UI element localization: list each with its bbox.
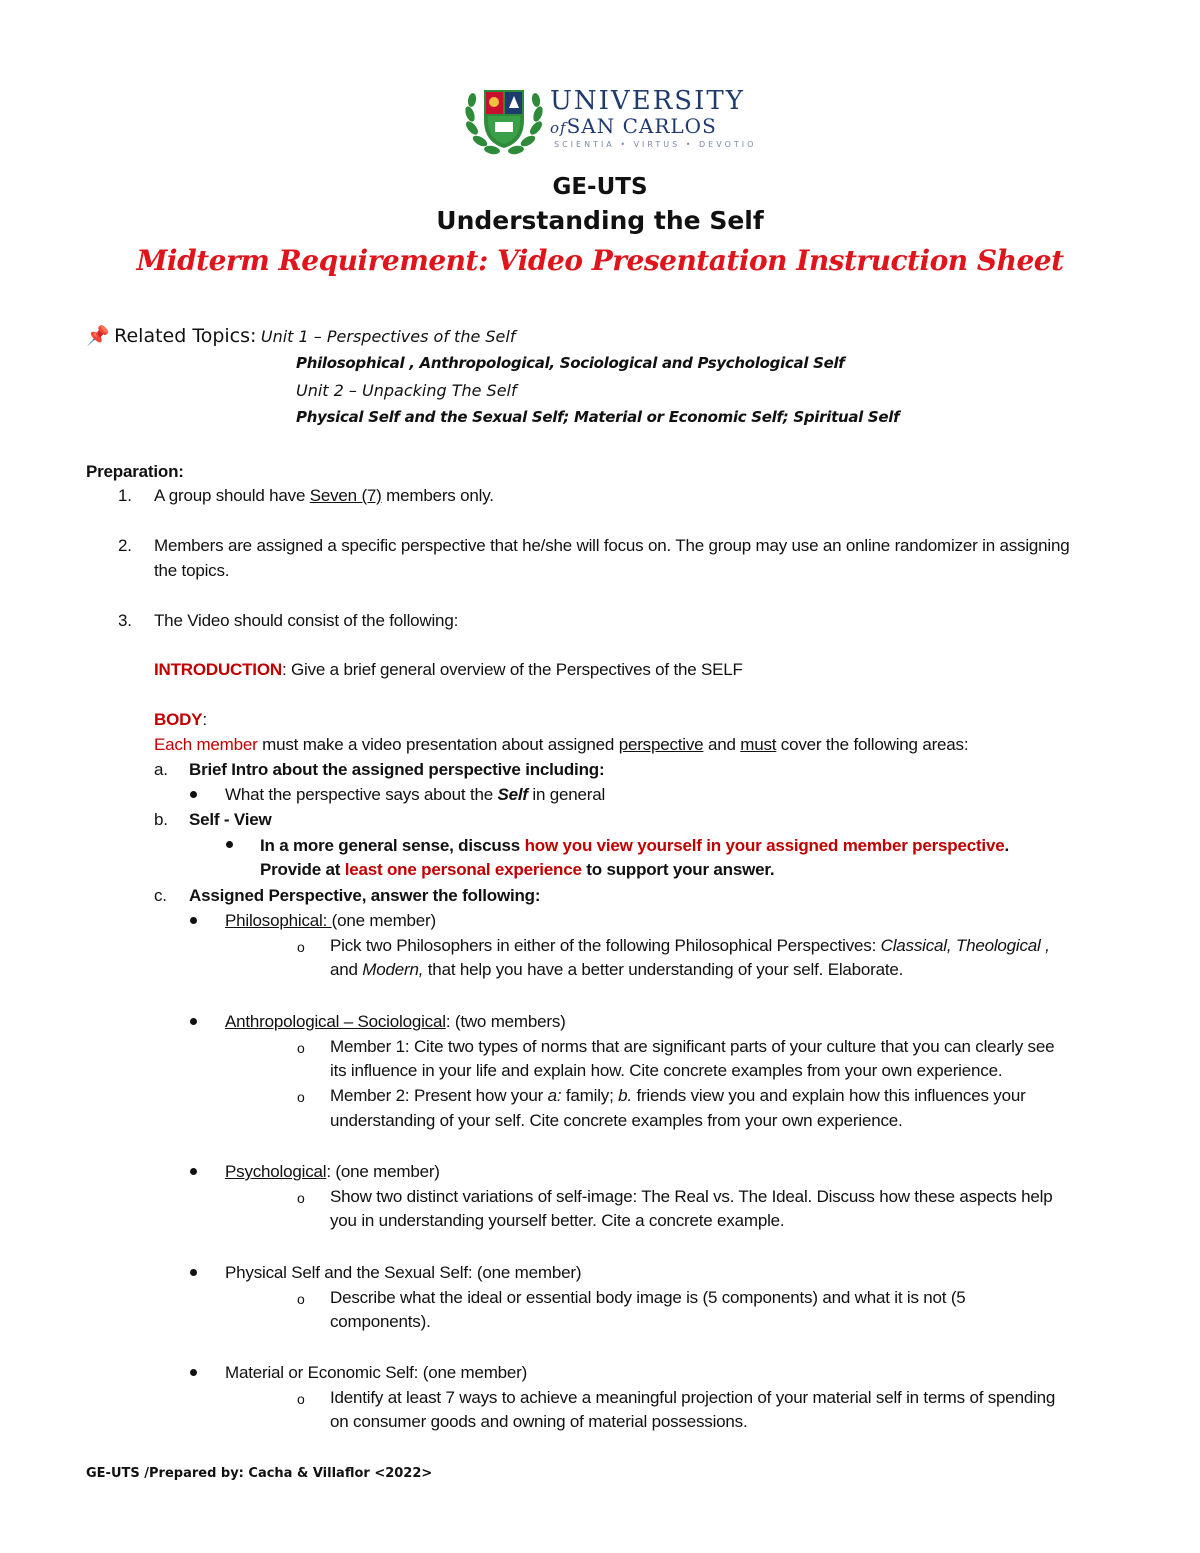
prep-item-2-line1: Members are assigned a specific perspective that he/she will focus on. The group may use an online randomizer in assigning [154,536,1070,555]
prep-item-3-number: 3. [118,611,132,630]
bullet-icon [190,1269,197,1276]
section-b-l1-a: In a more general sense, discuss [260,836,525,855]
prep-item-3: The Video should consist of the following: [154,611,459,630]
physical-sub-line2: components). [330,1312,431,1331]
page-footer: GE-UTS /Prepared by: Cacha & Villaflor <2022> [86,1466,433,1481]
section-b-line1 [260,834,1009,858]
logo-motto: SCIENTIA • VIRTUS • DEVOTIO [554,140,757,149]
section-a-bullet [225,783,605,807]
section-c-heading: Assigned Perspective, answer the following: [189,886,541,905]
physical-sub-line1: Describe what the ideal or essential body image is (5 components) and what it is not (5 [330,1288,966,1307]
anthro-m2-i1: a: [547,1086,562,1105]
anthro-m2-c: friends view you and explain how this influences your [631,1086,1026,1105]
circle-bullet-icon: o [297,1040,305,1056]
anthro-m2-b: family; [561,1086,619,1105]
section-a-bullet-pre: What the perspective says about the [225,785,498,804]
philo-l2-b: that help you have a better understanding of your self. Elaborate. [423,960,904,979]
philosophical-count: (one member) [331,911,436,930]
body-text-b: and [703,735,741,754]
anthro-member2-line1 [330,1084,1026,1108]
philosophical-sub-line2 [330,958,903,982]
philo-l1-a: Pick two Philosophers in either of the following Philosophical Perspectives: [330,936,881,955]
unit2-topics: Physical Self and the Sexual Self; Material or Economic Self; Spiritual Self [296,408,900,426]
course-title: Understanding the Self [436,206,764,235]
body-instruction [154,733,968,757]
page-subtitle: Midterm Requirement: Video Presentation Instruction Sheet [136,244,1064,277]
section-b-l2-b: to support your answer. [581,860,775,879]
philo-l2-italic: Modern, [362,960,424,979]
body-label: BODY [154,710,203,729]
related-topics-line [86,324,515,348]
bullet-icon [190,791,197,798]
material-item: Material or Economic Self: (one member) [225,1363,528,1382]
introduction-text: : Give a brief general overview of the Perspectives of the SELF [281,660,743,679]
psych-sub-line2: you in understanding yourself better. Cite a concrete example. [330,1211,785,1230]
anthro-member1-line2: its influence in your life and explain how. Cite concrete examples from your own experience. [330,1061,1003,1080]
prep-item-1 [154,484,494,508]
prep-item-2-line2: the topics. [154,561,230,580]
material-sub-line1: Identify at least 7 ways to achieve a meaningful projection of your material self in terms of spending [330,1388,1056,1407]
university-logo [462,84,757,165]
introduction-label: INTRODUCTION [154,660,282,679]
section-a-bullet-post: in general [527,785,606,804]
introduction-line [154,658,743,682]
prep-item-1-post: members only. [381,486,494,505]
psychological-count: : (one member) [326,1162,440,1181]
body-heading [154,708,207,732]
psychological-item [225,1160,440,1184]
section-b-heading: Self - View [189,810,272,829]
logo-san-carlos-text: SAN CARLOS [566,114,717,138]
anthropological-count: : (two members) [445,1012,566,1031]
logo-university: UNIVERSITY [550,86,745,116]
bullet-icon [226,841,233,848]
anthropological-title: Anthropological – Sociological [225,1012,446,1031]
philosophical-title: Philosophical: [225,911,332,930]
prep-item-1-pre: A group should have [154,486,310,505]
anthro-m2-i2: b. [618,1086,632,1105]
bullet-icon [190,917,197,924]
pushpin-icon: 📌 [86,326,110,347]
bullet-icon [190,1168,197,1175]
philosophical-sub-line1 [330,934,1050,958]
anthropological-item [225,1010,566,1034]
circle-bullet-icon: o [297,1089,305,1105]
circle-bullet-icon: o [297,1391,305,1407]
section-a-bullet-self: Self [497,785,528,804]
anthro-m2-a: Member 2: Present how your [330,1086,548,1105]
body-colon: : [202,710,207,729]
circle-bullet-icon: o [297,1291,305,1307]
body-each-member: Each member [154,735,258,754]
prep-item-2-number: 2. [118,536,132,555]
physical-item: Physical Self and the Sexual Self: (one member) [225,1263,582,1282]
body-text-a: must make a video presentation about assigned [257,735,619,754]
circle-bullet-icon: o [297,1190,305,1206]
section-b-letter: b. [154,810,168,829]
section-b-l2-red: least one personal experience [344,860,582,879]
body-perspective: perspective [618,735,704,754]
unit2-label: Unit 2 – Unpacking The Self [296,381,517,400]
section-c-letter: c. [154,886,167,905]
course-code: GE-UTS [552,174,648,200]
anthro-member2-line2: understanding of your self. Cite concrete examples from your own experience. [330,1111,903,1130]
preparation-heading: Preparation: [86,462,184,481]
section-b-l2-a: Provide at [260,860,345,879]
philo-l1-italic: Classical, Theological , [880,936,1050,955]
philo-l2-a: and [330,960,363,979]
circle-bullet-icon: o [297,939,305,955]
unit1-topics: Philosophical , Anthropological, Sociological and Psychological Self [296,354,845,372]
material-sub-line2: on consumer goods and owning of material possessions. [330,1412,748,1431]
prep-item-1-number: 1. [118,486,132,505]
body-text-c: cover the following areas: [776,735,969,754]
philosophical-item [225,909,436,933]
related-topics-label: Related Topics: [114,325,257,347]
prep-item-1-underline: Seven (7) [309,486,382,505]
section-a-heading: Brief Intro about the assigned perspective including: [189,760,605,779]
psychological-title: Psychological [225,1162,327,1181]
logo-of: of [550,119,567,137]
anthro-member1-line1: Member 1: Cite two types of norms that are significant parts of your culture that you can clearly see [330,1037,1055,1056]
body-must: must [740,735,777,754]
bullet-icon [190,1018,197,1025]
section-b-line2 [260,858,774,882]
unit1-label: Unit 1 – Perspectives of the Self [260,327,516,346]
section-a-letter: a. [154,760,168,779]
psych-sub-line1: Show two distinct variations of self-image: The Real vs. The Ideal. Discuss how these aspects help [330,1187,1053,1206]
section-b-l1-end: . [1004,836,1009,855]
section-b-l1-red: how you view yourself in your assigned member perspective [524,836,1005,855]
bullet-icon [190,1369,197,1376]
logo-san-carlos [550,114,717,138]
